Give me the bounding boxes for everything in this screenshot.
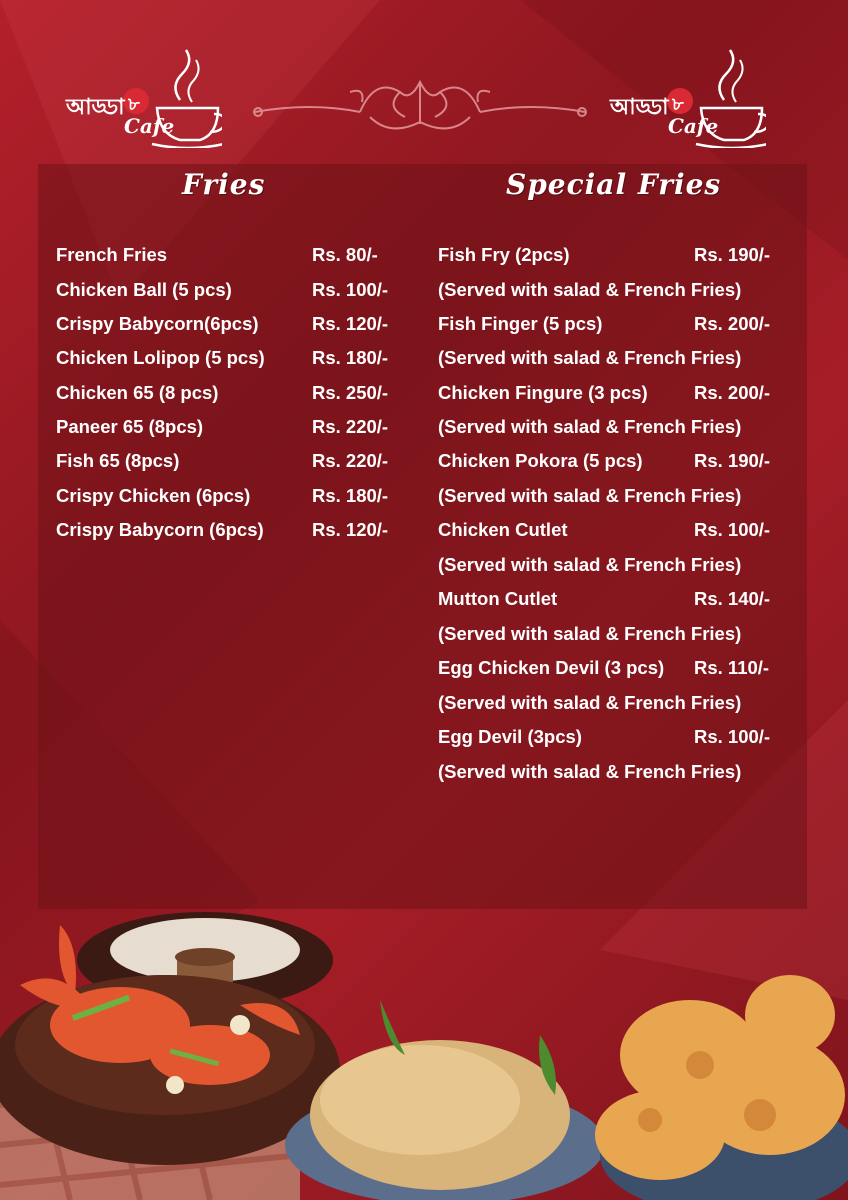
menu-item-price: Rs. 220/- — [312, 450, 389, 471]
menu-item-note: (Served with salad & French Fries) — [438, 623, 742, 644]
menu-item-price: Rs. 180/- — [312, 347, 389, 368]
menu-item-price: Rs. 180/- — [312, 485, 389, 506]
menu-item-note: (Served with salad & French Fries) — [438, 554, 742, 575]
menu-item-name: Mutton Cutlet — [438, 588, 558, 609]
menu-item-name: Crispy Babycorn (6pcs) — [56, 519, 264, 540]
menu-item-price: Rs. 120/- — [312, 313, 389, 334]
menu-item-name: Crispy Chicken (6pcs) — [56, 485, 251, 506]
menu-item-price: Rs. 100/- — [312, 279, 389, 300]
menu-item-note: (Served with salad & French Fries) — [438, 485, 742, 506]
menu-item-name: Chicken Pokora (5 pcs) — [438, 450, 643, 471]
menu-item-price: Rs. 250/- — [312, 382, 389, 403]
menu-item-name: Chicken Lolipop (5 pcs) — [56, 347, 265, 368]
brand-bengali: আড্ডা — [66, 95, 125, 120]
menu-item-note: (Served with salad & French Fries) — [438, 347, 742, 368]
cafe-logo-left — [62, 48, 222, 148]
menu-item-name: French Fries — [56, 244, 168, 265]
menu-item-note: (Served with salad & French Fries) — [438, 761, 742, 782]
menu-item-price: Rs. 100/- — [694, 519, 771, 540]
menu-item-price: Rs. 140/- — [694, 588, 771, 609]
menu-item-price: Rs. 110/- — [694, 657, 770, 678]
menu-item-note: (Served with salad & French Fries) — [438, 692, 742, 713]
section-title-fries: Fries — [182, 168, 266, 201]
menu-item-name: Fish 65 (8pcs) — [56, 450, 180, 471]
brand-bengali: আড্ডা — [610, 95, 669, 120]
menu-item-name: Chicken Fingure (3 pcs) — [438, 382, 648, 403]
menu-item-note: (Served with salad & French Fries) — [438, 416, 742, 437]
brand-digit: ৮ — [128, 94, 140, 115]
menu-item-name: Crispy Babycorn(6pcs) — [56, 313, 259, 334]
menu-item-name: Chicken Cutlet — [438, 519, 568, 540]
menu-item-price: Rs. 200/- — [694, 382, 771, 403]
menu-item-name: Egg Devil (3pcs) — [438, 726, 582, 747]
menu-item-name: Paneer 65 (8pcs) — [56, 416, 204, 437]
brand-cafe: Cafe — [124, 114, 175, 138]
menu-item-price: Rs. 220/- — [312, 416, 389, 437]
section-title-special-fries: Special Fries — [506, 168, 722, 201]
menu-item-name: Egg Chicken Devil (3 pcs) — [438, 657, 665, 678]
floral-ornament — [250, 62, 590, 142]
cafe-logo-right — [606, 48, 766, 148]
menu-item-note: (Served with salad & French Fries) — [438, 279, 742, 300]
brand-digit: ৮ — [672, 94, 684, 115]
brand-cafe: Cafe — [668, 114, 719, 138]
menu-item-name: Fish Fry (2pcs) — [438, 244, 570, 265]
menu-item-price: Rs. 190/- — [694, 450, 771, 471]
menu-item-price: Rs. 100/- — [694, 726, 771, 747]
menu-item-price: Rs. 120/- — [312, 519, 389, 540]
menu-item-price: Rs. 200/- — [694, 313, 771, 334]
menu-item-price: Rs. 190/- — [694, 244, 771, 265]
menu-item-name: Fish Finger (5 pcs) — [438, 313, 603, 334]
food-illustration — [0, 905, 848, 1200]
menu-item-name: Chicken Ball (5 pcs) — [56, 279, 232, 300]
menu-item-name: Chicken 65 (8 pcs) — [56, 382, 219, 403]
menu-item-price: Rs. 80/- — [312, 244, 378, 265]
